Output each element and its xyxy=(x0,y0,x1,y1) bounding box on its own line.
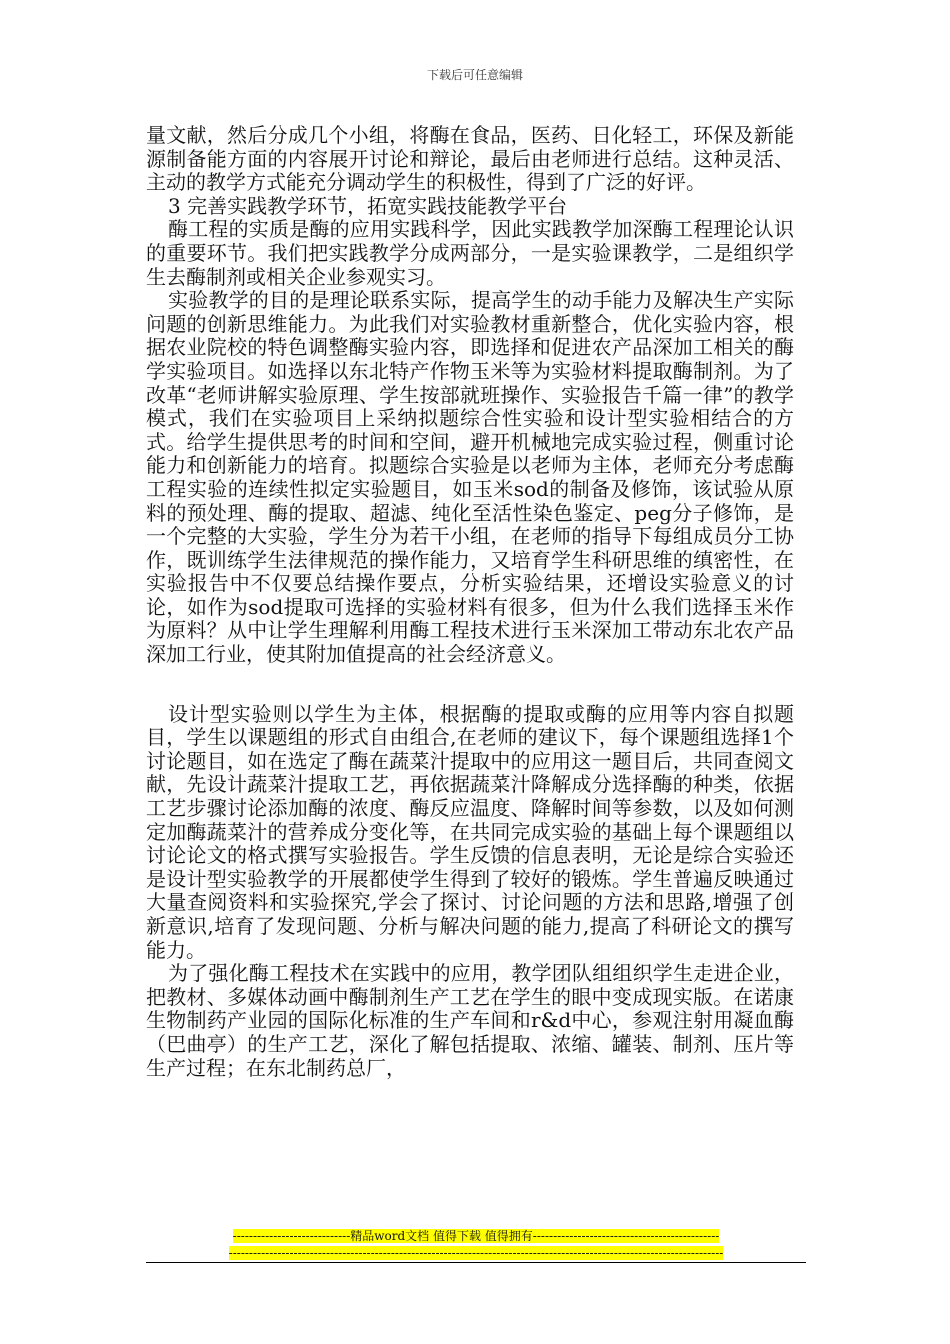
paragraph: 实验教学的目的是理论联系实际，提高学生的动手能力及解决生产实际问题的创新思维能力。为此我们对实验教材重新整合，优化实验内容，根据农业院校的特色调整酶实验内容，即选择和促进农产品深加工相关的酶学实验项目。如选择以东北特产作物玉米等为实验材料提取酶制剂。为了改革“老师讲解实验原理、学生按部就班操作、实验报告千篇一律”的教学模式，我们在实验项目上采纳拟题综合性实验和设计型实验相结合的方式。给学生提供思考的时间和空间，避开机械地完成实验过程，侧重讨论能力和创新能力的培育。拟题综合实验是以老师为主体，老师充分考虑酶工程实验的连续性拟定实验题目，如玉米sod的制备及修饰，该试验从原料的预处理、酶的提取、超滤、纯化至活性染色鉴定、peg分子修饰，是一个完整的大实验，学生分为若干小组，在老师的指导下每组成员分工协作，既训练学生法律规范的操作能力，又培育学生科研思维的缜密性，在实验报告中不仅要总结操作要点，分析实验结果，还增设实验意义的讨论，如作为sod提取可选择的实验材料有很多，但为什么我们选择玉米作为原料？从中让学生理解利用酶工程技术进行玉米深加工带动东北农产品深加工行业，使其附加值提高的社会经济意义。 xyxy=(146,288,794,667)
footer-rule xyxy=(146,1262,806,1263)
footer-banner: -----------------------------精品word文档 值得下载 值得拥有---------------------------------------------- xyxy=(232,1229,720,1243)
paragraph: 设计型实验则以学生为主体，根据酶的提取或酶的应用等内容自拟题目，学生以课题组的形式自由组合,在老师的建议下，每个课题组选择1个讨论题目，如在选定了酶在蔬菜汁提取中的应用这一题目后，共同查阅文献，先设计蔬菜汁提取工艺，再依据蔬菜汁降解成分选择酶的种类，依据工艺步骤讨论添加酶的浓度、酶反应温度、降解时间等参数，以及如何测定加酶蔬菜汁的营养成分变化等，在共同完成实验的基础上每个课题组以讨论论文的格式撰写实验报告。学生反馈的信息表明，无论是综合实验还是设计型实验教学的开展都使学生得到了较好的锻炼。学生普遍反映通过大量查阅资料和实验探究,学会了探讨、讨论问题的方法和思路,增强了创新意识,培育了发现问题、分析与解决问题的能力,提高了科研论文的撰写能力。 xyxy=(146,701,794,962)
paragraph: 量文献，然后分成几个小组，将酶在食品，医药、日化轻工，环保及新能源制备能方面的内容展开讨论和辩论，最后由老师进行总结。这种灵活、主动的教学方式能充分调动学生的积极性，得到了广泛的好评。 xyxy=(146,123,794,195)
document-body xyxy=(146,124,794,1080)
paragraph-gap xyxy=(146,667,794,703)
paragraph: 酶工程的实质是酶的应用实践科学，因此实践教学加深酶工程理论认识的重要环节。我们把实践教学分成两部分，一是实验课教学，二是组织学生去酶制剂或相关企业参观实习。 xyxy=(146,217,794,289)
paragraph: 为了强化酶工程技术在实践中的应用，教学团队组组织学生走进企业，把教材、多媒体动画中酶制剂生产工艺在学生的眼中变成现实版。在诺康生物制药产业园的国际化标准的生产车间和r&d中心，参观注射用凝血酶（巴曲亭）的生产工艺，深化了解包括提取、浓缩、罐装、制剂、压片等生产过程；在东北制药总厂， xyxy=(146,961,794,1080)
page-footer xyxy=(176,1228,776,1262)
page-header: 下载后可任意编辑 xyxy=(426,68,523,82)
footer-dashes: -------------------------------------------------------------------------------------------------------------------------- xyxy=(228,1246,724,1260)
section-heading: 3 完善实践教学环节，拓宽实践技能教学平台 xyxy=(168,193,568,218)
